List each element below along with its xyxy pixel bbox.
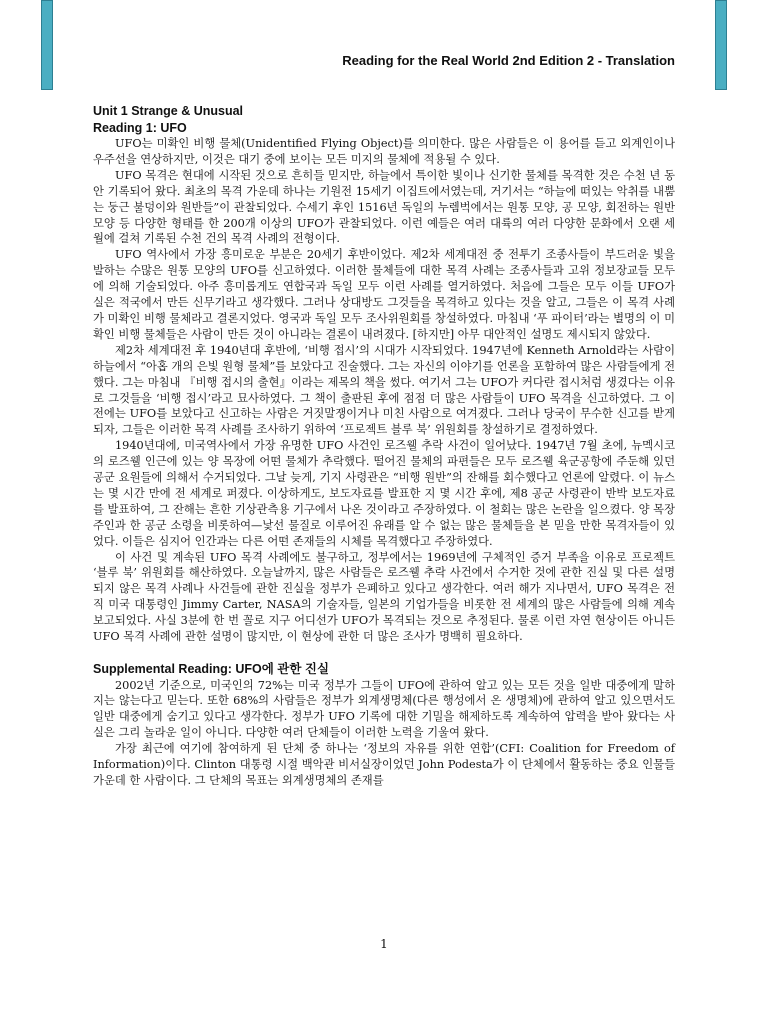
- paragraph-5: 1940년대에, 미국역사에서 가장 유명한 UFO 사건인 로즈웰 추락 사건이 일어났다. 1947년 7월 초에, 뉴멕시코의 로즈웰 인근에 있는 양 목장에 어떤 물체가 추락했다. 떨어진 물체의 파편들은 모두 로즈웰 육군공항에 주둔해 있던 공군 요원들에 의해서 수거되었다. 그날 늦게, 기지 사령관은 “비행 원반”의 잔해를 회수했다고 언론에 알렸다. 이 뉴스는 몇 시간 만에 전 세계로 퍼졌다. 이상하게도, 보도자료를 발표한 지 몇 시간 후에, 제8 공군 사령관이 반박 보도자료를 발표하여, 그 잔해는 흔한 기상관측용 기구에서 나온 것이라고 주장하였다. 이 철회는 많은 논란을 일으켰다. 양 목장주인과 한 공군 소령을 비롯하여—낯선 물질로 이루어진 유래를 알 수 없는 많은 물체들을 본 믿을 만한 목격자들이 있었다. 이들은 심지어 인간과는 다른 어떤 존재들의 시체를 목격했다고 주장하였다.: [93, 439, 675, 548]
- left-binder-tab: [41, 0, 53, 90]
- paragraph-2: UFO 목격은 현대에 시작된 것으로 흔히들 믿지만, 하늘에서 특이한 빛이나 신기한 물체를 목격한 것은 수천 년 동안 기록되어 왔다. 최초의 목격 가운데 하나는 기원전 15세기 이집트에서였는데, 거기서는 “하늘에 떠있는 악취를 내뿜는 둥근 불덩이와 원반들”이 관찰되었다. 수세기 후인 1516년 독일의 누렘벅에서는 원통 모양, 공 모양, 회전하는 원반 모양 등 다양한 형태를 한 200개 이상의 UFO가 관찰되었다. 이런 예들은 여러 대륙의 여러 다양한 문화에서 오랜 세월에 걸쳐 기록된 수천 건의 목격 사례의 전형이다.: [93, 168, 675, 246]
- running-header: Reading for the Real World 2nd Edition 2 - Translation: [342, 53, 675, 68]
- supplemental-paragraph-2: 가장 최근에 여기에 참여하게 된 단체 중 하나는 ‘정보의 자유를 위한 연합’(CFI: Coalition for Freedom of Information)이다. Clinton 대통령 시절 백악관 비서실장이었던 John Podesta가 이 단체에서 활동하는 중요 인물들 가운데 한 사람이다. 그 단체의 목표는 외계생명체의 존재를: [93, 742, 675, 787]
- paragraph-3: UFO 역사에서 가장 흥미로운 부분은 20세기 후반이었다. 제2차 세계대전 중 전투기 조종사들이 부드러운 빛을 발하는 수많은 원통 모양의 UFO를 신고하였다. 이러한 물체들에 대한 목격 사례는 조종사들과 고위 정보장교들 모두에 의해 기술되었다. 아주 흥미롭게도 연합국과 독일 모두 이런 사례를 열거하였다. 처음에 그들은 모두 이들 UFO가 실은 적국에서 만든 신무기라고 생각했다. 그러나 상대방도 그것들을 목격하고 있다는 것을 알고, 그들은 이 목격 사례가 미확인 비행 물체라고 결론지었다. 영국과 독일 모두 조사위원회를 창설하였다. 마침내 ‘푸 파이터’라는 별명의 이 미확인 비행 물체들은 사람이 만든 것이 아니라는 결론이 내려졌다. [하지만] 아무 대안적인 설명도 제시되지 않았다.: [93, 248, 675, 341]
- supplemental-title: Supplemental Reading: UFO에 관한 진실: [93, 662, 330, 676]
- unit-title: Unit 1 Strange & Unusual: [93, 104, 244, 118]
- paragraph-6: 이 사건 및 계속된 UFO 목격 사례에도 불구하고, 정부에서는 1969년에 구체적인 증거 부족을 이유로 프로젝트 ‘블루 북’ 위원회를 해산하였다. 오늘날까지, 많은 사람들은 로즈웰 추락 사건에서 수거한 것에 관한 진실 및 다른 설명되지 않은 목격 사례나 사건들에 관한 진실을 정부가 은폐하고 있다고 생각한다. 여러 해가 지나면서, UFO 목격은 전직 미국 대통령인 Jimmy Carter, NASA의 기술자들, 일본의 기업가들을 비롯한 전 세계의 많은 사람들에 의해 계속 보고되었다. 사실 3분에 한 번 꼴로 지구 어디선가 UFO가 목격되는 것으로 추정된다. 물론 이런 자연 현상이든 아니든 UFO 목격 사례에 관한 설명이 많지만, 이 현상에 관한 더 많은 조사가 명백히 필요하다.: [93, 550, 676, 644]
- page-number: 1: [380, 937, 388, 951]
- paragraph-4: 제2차 세계대전 후 1940년대 후반에, ‘비행 접시’의 시대가 시작되었다. 1947년에 Kenneth Arnold라는 사람이 하늘에서 “아홉 개의 은빛 원형 물체”를 보았다고 진술했다. 그는 자신의 이야기를 언론을 포함하여 많은 사람들에게 전했다. 그는 마침내 『비행 접시의 출현』이라는 제목의 책을 썼다. 여기서 그는 UFO가 커다란 접시처럼 생겼다는 이유로 그것들을 ‘비행 접시’라고 묘사하였다. 그 책이 출판된 후에 점점 더 많은 사람들이 UFO 목격을 신고하였다. 그 이전에는 UFO를 보았다고 신고하는 사람은 거짓말쟁이거나 미친 사람으로 여겨졌다. 그러나 당국이 무수한 신고를 받게 되자, 그들은 이러한 목격 사례를 조사하기 위하여 ‘프로젝트 블루 북’ 위원회를 창설하기로 결정하였다.: [93, 343, 675, 437]
- paragraph-1: UFO는 미확인 비행 물체(Unidentified Flying Object)를 의미한다. 많은 사람들은 이 용어를 듣고 외계인이나 우주선을 연상하지만, 이것은 대기 중에 보이는 모든 미지의 물체에 적용될 수 있다.: [93, 137, 675, 166]
- supplemental-paragraph-1: 2002년 기준으로, 미국인의 72%는 미국 정부가 그들이 UFO에 관하여 알고 있는 모든 것을 일반 대중에게 말하지는 않는다고 믿는다. 또한 68%의 사람들은 정부가 외계생명체(다른 행성에서 온 생명체)에 관하여 알고 있으면서도 일반 대중에게 숨기고 있다고 생각한다. 정부가 UFO 기록에 대한 기밀을 해제하도록 계속하여 압력을 받아 왔다는 사실은 그리 놀라운 일이 아니다. 다양한 여러 단체들이 이러한 노력을 기울여 왔다.: [93, 678, 675, 740]
- reading-title: Reading 1: UFO: [93, 120, 187, 135]
- right-binder-tab: [715, 0, 727, 90]
- document-body: [93, 103, 675, 789]
